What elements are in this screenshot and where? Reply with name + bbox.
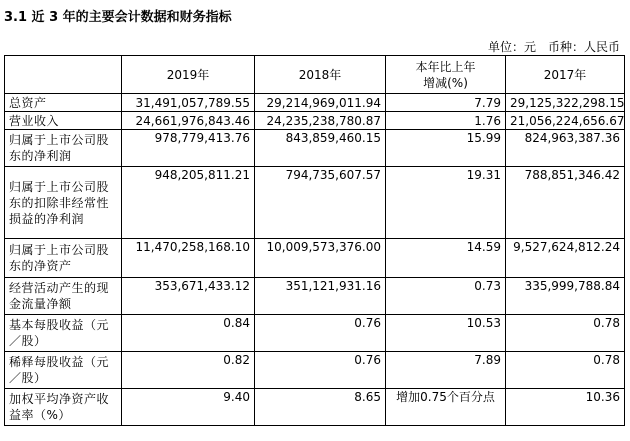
section-title: 3.1 近 3 年的主要会计数据和财务指标 [4, 10, 232, 25]
value-2019: 24,661,976,843.46 [122, 112, 255, 130]
table-row [5, 352, 625, 389]
value-2018: 8.65 [255, 389, 386, 426]
header-change-line2: 增减(%) [423, 75, 468, 90]
value-change: 1.76 [386, 112, 506, 130]
value-2018: 0.76 [255, 352, 386, 389]
unit-line [488, 38, 620, 55]
table-row [5, 167, 625, 239]
value-2018: 794,735,607.57 [255, 167, 386, 239]
value-2017: 0.78 [506, 315, 625, 352]
value-2018: 10,009,573,376.00 [255, 239, 386, 278]
value-2017: 788,851,346.42 [506, 167, 625, 239]
value-2017: 9,527,624,812.24 [506, 239, 625, 278]
row-label: 总资产 [5, 94, 122, 112]
table-row [5, 239, 625, 278]
financial-table [4, 55, 625, 426]
value-2017: 10.36 [506, 389, 625, 426]
value-change: 14.59 [386, 239, 506, 278]
value-change: 7.79 [386, 94, 506, 112]
value-2019: 353,671,433.12 [122, 278, 255, 315]
table-row [5, 94, 625, 112]
value-2018: 0.76 [255, 315, 386, 352]
table-header-row [5, 56, 625, 94]
value-2017: 335,999,788.84 [506, 278, 625, 315]
row-label: 归属于上市公司股东的净资产 [5, 239, 122, 278]
currency-label: 币种：人民币 [547, 40, 620, 54]
row-label: 营业收入 [5, 112, 122, 130]
unit-label: 单位：元 [487, 40, 536, 54]
value-2018: 24,235,238,780.87 [255, 112, 386, 130]
value-2019: 0.82 [122, 352, 255, 389]
value-2019: 0.84 [122, 315, 255, 352]
value-2017: 0.78 [506, 352, 625, 389]
value-change: 7.89 [386, 352, 506, 389]
value-change: 19.31 [386, 167, 506, 239]
table-row [5, 389, 625, 426]
value-change: 10.53 [386, 315, 506, 352]
row-label: 归属于上市公司股东的净利润 [5, 130, 122, 167]
header-2019: 2019年 [122, 56, 255, 94]
table-row [5, 130, 625, 167]
row-label: 稀释每股收益（元／股） [5, 352, 122, 389]
header-change [386, 56, 506, 94]
table-row [5, 315, 625, 352]
header-blank [5, 56, 122, 94]
value-2017: 21,056,224,656.67 [506, 112, 625, 130]
value-2019: 9.40 [122, 389, 255, 426]
row-label: 加权平均净资产收益率（%） [5, 389, 122, 426]
value-change: 增加0.75个百分点 [386, 389, 506, 426]
header-2017: 2017年 [506, 56, 625, 94]
value-change: 15.99 [386, 130, 506, 167]
value-2017: 824,963,387.36 [506, 130, 625, 167]
value-2018: 843,859,460.15 [255, 130, 386, 167]
header-change-line1: 本年比上年 [415, 59, 476, 74]
value-2019: 11,470,258,168.10 [122, 239, 255, 278]
header-2018: 2018年 [255, 56, 386, 94]
value-2018: 29,214,969,011.94 [255, 94, 386, 112]
value-2018: 351,121,931.16 [255, 278, 386, 315]
value-2019: 948,205,811.21 [122, 167, 255, 239]
row-label: 经营活动产生的现金流量净额 [5, 278, 122, 315]
value-2019: 31,491,057,789.55 [122, 94, 255, 112]
table-row [5, 278, 625, 315]
value-2019: 978,779,413.76 [122, 130, 255, 167]
value-2017: 29,125,322,298.15 [506, 94, 625, 112]
table-row [5, 112, 625, 130]
value-change: 0.73 [386, 278, 506, 315]
row-label: 归属于上市公司股东的扣除非经常性损益的净利润 [5, 167, 122, 239]
row-label: 基本每股收益（元／股） [5, 315, 122, 352]
